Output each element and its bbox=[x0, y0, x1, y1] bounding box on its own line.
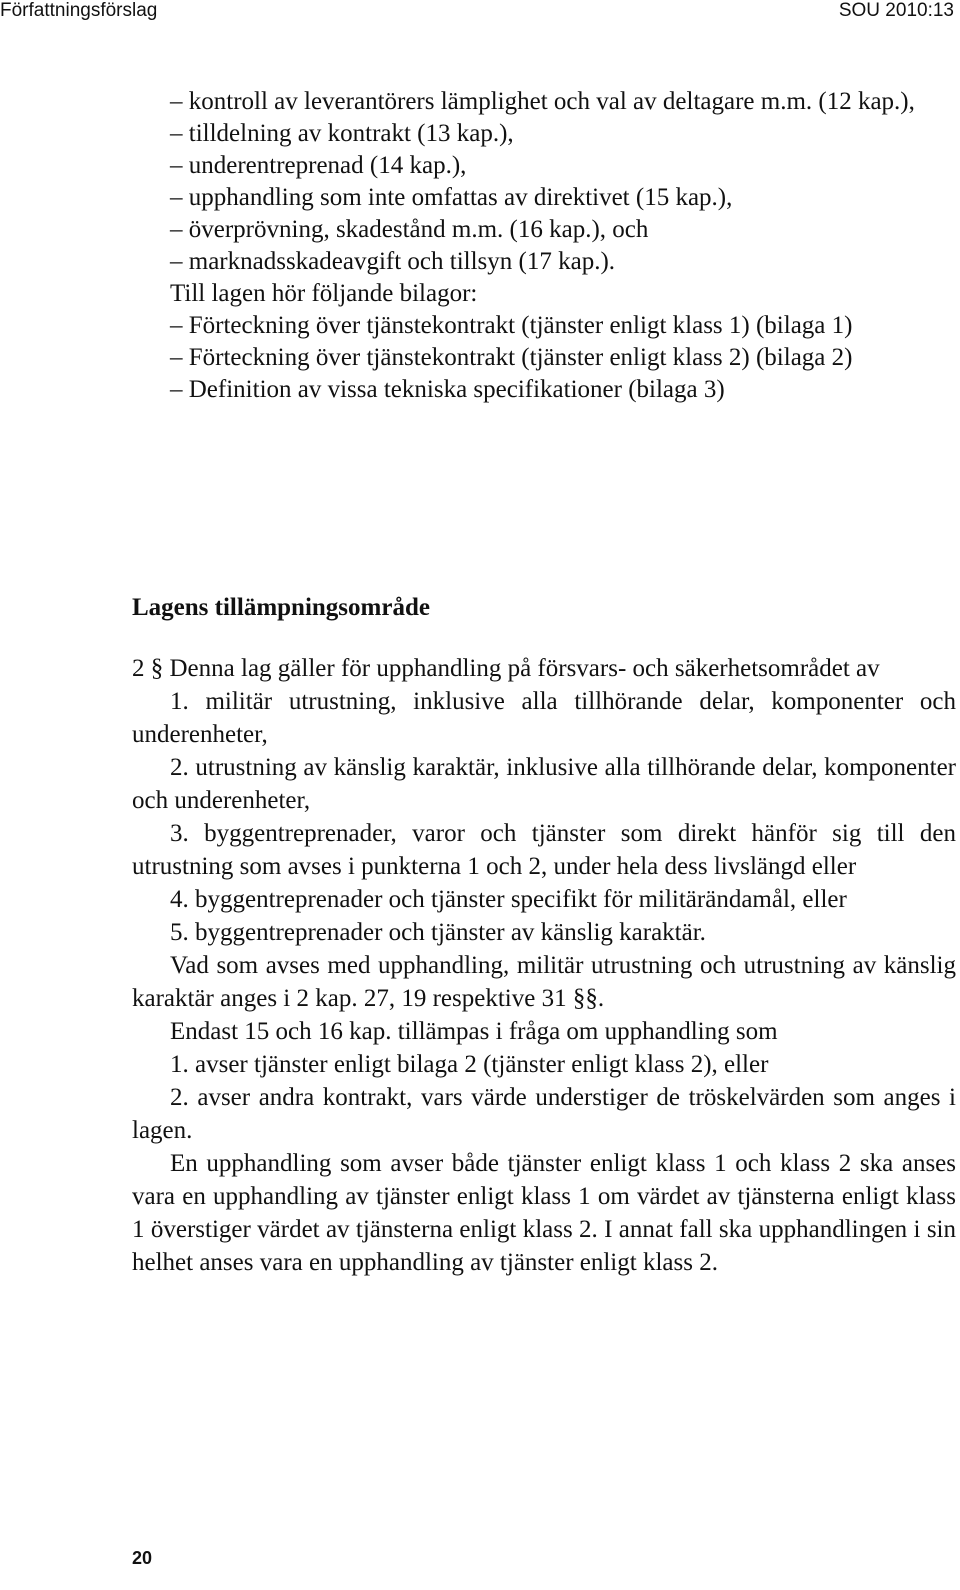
final-paragraph: En upphandling som avser både tjänster enligt klass 1 och klass 2 ska anses vara en upphandling av tjänster enligt klass 1 om värdet av tjänsterna enligt klass 1 överstiger värdet av tjänsterna enligt klass 2. I annat fall ska upphandlingen i sin helhet anses vara en upphandling av tjänster enligt klass 2. bbox=[132, 1150, 956, 1276]
bilaga-item: – Definition av vissa tekniska specifikationer (bilaga 3) bbox=[170, 376, 725, 403]
section-2-item: 4. byggentreprenader och tjänster specifikt för militärändamål, eller bbox=[170, 886, 847, 913]
endast-item: 1. avser tjänster enligt bilaga 2 (tjänster enligt klass 2), eller bbox=[170, 1051, 769, 1078]
chapter-list-section bbox=[132, 86, 956, 406]
header-document-type: Författningsförslag bbox=[0, 0, 158, 21]
chapter-list-item: – marknadsskadeavgift och tillsyn (17 kap.). bbox=[170, 248, 616, 275]
chapter-list-item: – tilldelning av kontrakt (13 kap.), bbox=[170, 120, 514, 147]
section-2-item: 3. byggentreprenader, varor och tjänster som direkt hänför sig till den utrustning som avses i punkterna 1 och 2, under hela dess livslängd eller bbox=[132, 820, 956, 880]
chapter-list-item: – överprövning, skadestånd m.m. (16 kap.), och bbox=[170, 216, 649, 243]
chapter-list-item: – upphandling som inte omfattas av direktivet (15 kap.), bbox=[170, 184, 733, 211]
section-2-item: 2. utrustning av känslig karaktär, inklusive alla tillhörande delar, komponenter och underenheter, bbox=[132, 754, 956, 814]
definitions-paragraph: Vad som avses med upphandling, militär utrustning och utrustning av känslig karaktär anges i 2 kap. 27, 19 respektive 31 §§. bbox=[132, 952, 956, 1012]
section-2-intro: 2 § Denna lag gäller för upphandling på försvars- och säkerhetsområdet av bbox=[132, 655, 880, 682]
bilaga-item: – Förteckning över tjänstekontrakt (tjänster enligt klass 1) (bilaga 1) bbox=[170, 312, 853, 339]
section-2-item: 1. militär utrustning, inklusive alla tillhörande delar, komponenter och underenheter, bbox=[132, 688, 956, 748]
section-2-body bbox=[132, 652, 956, 1279]
bilagor-intro: Till lagen hör följande bilagor: bbox=[170, 280, 478, 307]
page-number: 20 bbox=[132, 1548, 153, 1568]
chapter-list-item: – underentreprenad (14 kap.), bbox=[170, 152, 467, 179]
section-heading: Lagens tillämpningsområde bbox=[132, 594, 430, 621]
header-report-id: SOU 2010:13 bbox=[838, 0, 954, 21]
chapter-list-item: – kontroll av leverantörers lämplighet och val av deltagare m.m. (12 kap.), bbox=[170, 88, 915, 115]
section-2-item: 5. byggentreprenader och tjänster av känslig karaktär. bbox=[170, 919, 706, 946]
bilaga-item: – Förteckning över tjänstekontrakt (tjänster enligt klass 2) (bilaga 2) bbox=[170, 344, 853, 371]
endast-paragraph: Endast 15 och 16 kap. tillämpas i fråga om upphandling som bbox=[170, 1018, 778, 1045]
page-header bbox=[0, 0, 960, 30]
endast-item: 2. avser andra kontrakt, vars värde understiger de tröskelvärden som anges i lagen. bbox=[132, 1084, 956, 1144]
